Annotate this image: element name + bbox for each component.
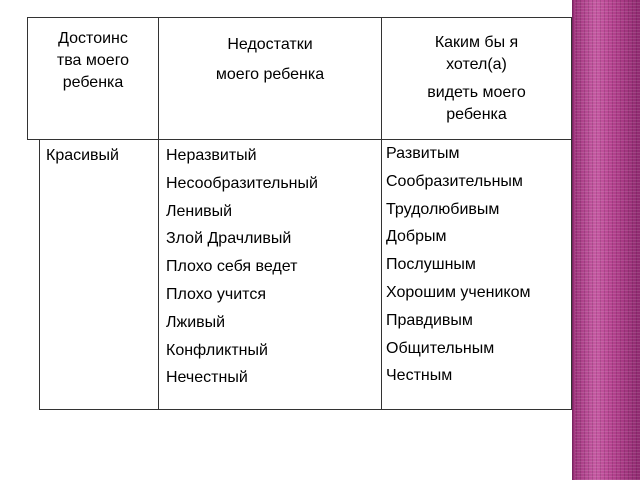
- list-item: Развитым: [386, 145, 460, 162]
- list-item: Добрым: [386, 228, 447, 246]
- list-item: Красивый: [46, 147, 119, 164]
- list-item: Плохо учится: [166, 285, 266, 303]
- list-item: Общительным: [386, 339, 495, 357]
- list-item: Плохо себя ведет: [166, 258, 298, 276]
- list-item: Честным: [386, 367, 453, 385]
- list-item: Сообразительным: [386, 172, 523, 190]
- list-item: Злой Драчливый: [166, 230, 292, 248]
- header-col3-line: хотел(а): [446, 56, 507, 73]
- header-col1-line: ребенка: [62, 74, 124, 91]
- list-item: Послушным: [386, 256, 476, 274]
- header-col3-line: видеть моего: [427, 84, 526, 101]
- header-col1: [28, 28, 158, 94]
- table-border-right: [571, 17, 572, 410]
- header-col3: [382, 32, 571, 126]
- header-col2-line: Недостатки: [227, 36, 313, 53]
- col1-list: [46, 142, 119, 170]
- header-col2: [159, 30, 381, 90]
- table-border-bottom: [39, 409, 572, 410]
- list-item: Неразвитый: [166, 147, 257, 164]
- col2-list: [166, 142, 318, 392]
- list-item: Ленивый: [166, 202, 233, 220]
- col3-list: [386, 140, 531, 390]
- list-item: Трудолюбивым: [386, 200, 500, 218]
- list-item: Несообразительный: [166, 174, 318, 192]
- table-border-left-lower: [39, 139, 40, 410]
- table-border-top: [27, 17, 572, 18]
- header-col3-line: ребенка: [446, 106, 507, 123]
- decorative-side-stripe: [572, 0, 640, 480]
- header-col1-line: тва моего: [56, 52, 130, 69]
- header-col3-line: Каким бы я: [434, 34, 519, 51]
- list-item: Хорошим учеником: [386, 283, 531, 301]
- list-item: Нечестный: [166, 369, 248, 387]
- header-col2-line: моего ребенка: [215, 66, 325, 83]
- list-item: Конфликтный: [166, 341, 268, 359]
- list-item: Лживый: [166, 313, 226, 331]
- list-item: Правдивым: [386, 311, 473, 329]
- header-col1-line: Достоинс: [58, 30, 128, 47]
